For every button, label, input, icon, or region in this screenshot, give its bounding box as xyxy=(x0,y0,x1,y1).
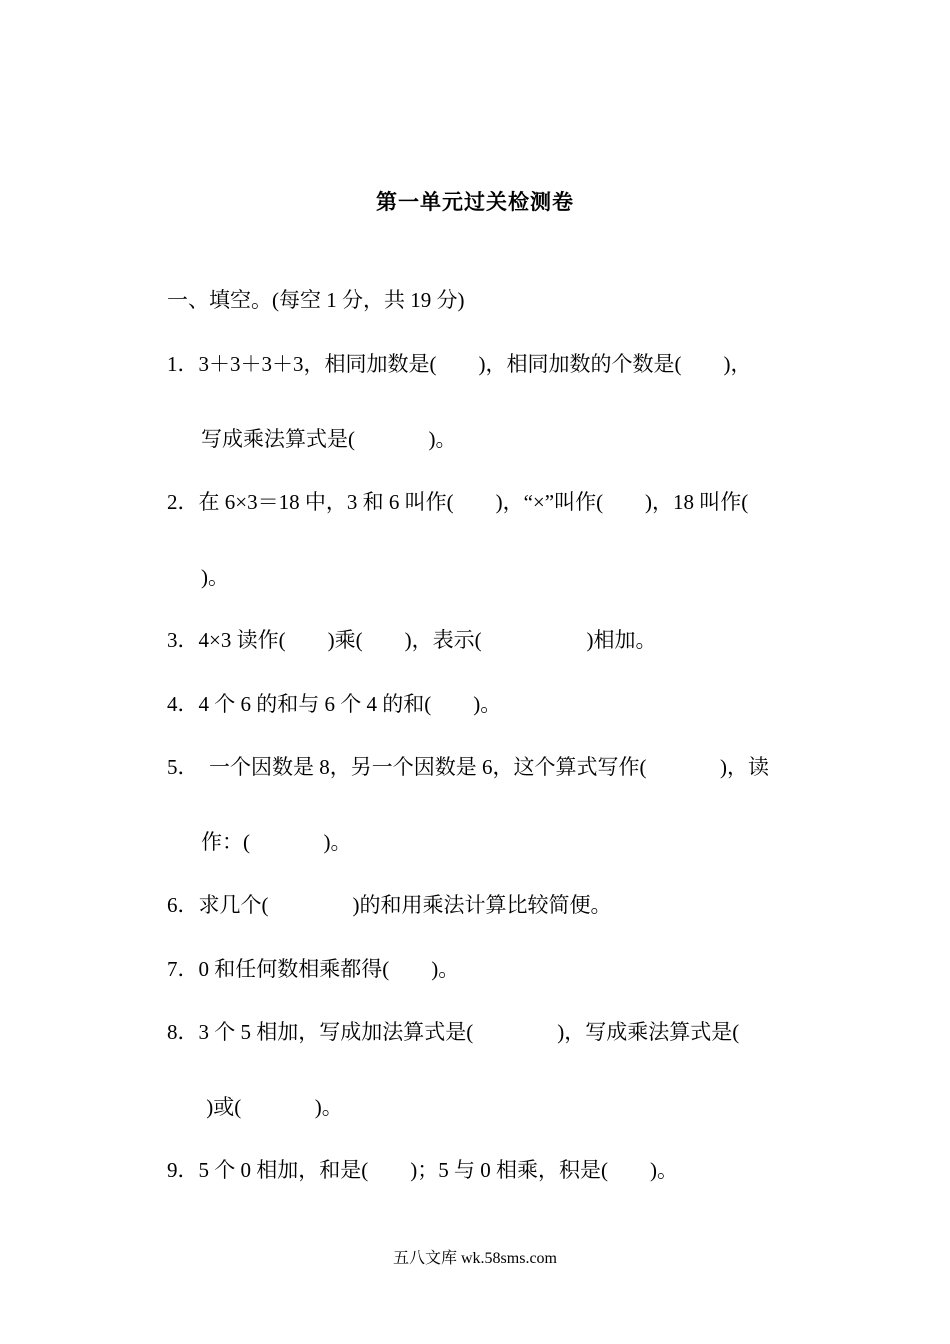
question-2-line-2: )。 xyxy=(201,565,229,589)
question-4: 4．4 个 6 的和与 6 个 4 的和( )。 xyxy=(167,692,502,716)
document-title: 第一单元过关检测卷 xyxy=(376,190,574,214)
question-8-line-2: )或( )。 xyxy=(201,1095,343,1119)
question-1-line-1: 1．3＋3＋3＋3，相同加数是( )，相同加数的个数是( )， xyxy=(167,352,752,376)
section-heading: 一、填空。(每空 1 分，共 19 分) xyxy=(167,288,465,312)
question-3: 3．4×3 读作( )乘( )，表示( )相加。 xyxy=(167,628,657,652)
question-5-line-2: 作：( )。 xyxy=(201,830,352,854)
question-8-line-1: 8．3 个 5 相加，写成加法算式是( )，写成乘法算式是( xyxy=(167,1020,740,1044)
question-6: 6．求几个( )的和用乘法计算比较简便。 xyxy=(167,893,612,917)
question-5-line-1: 5． 一个因数是 8，另一个因数是 6，这个算式写作( )，读 xyxy=(167,755,769,779)
question-7: 7．0 和任何数相乘都得( )。 xyxy=(167,957,460,981)
question-2-line-1: 2．在 6×3＝18 中，3 和 6 叫作( )，“×”叫作( )，18 叫作( xyxy=(167,490,749,514)
question-9: 9．5 个 0 相加，和是( )；5 与 0 相乘，积是( )。 xyxy=(167,1158,678,1182)
question-1-line-2: 写成乘法算式是( )。 xyxy=(201,427,457,451)
footer-watermark: 五八文库 wk.58sms.com xyxy=(392,1250,557,1267)
